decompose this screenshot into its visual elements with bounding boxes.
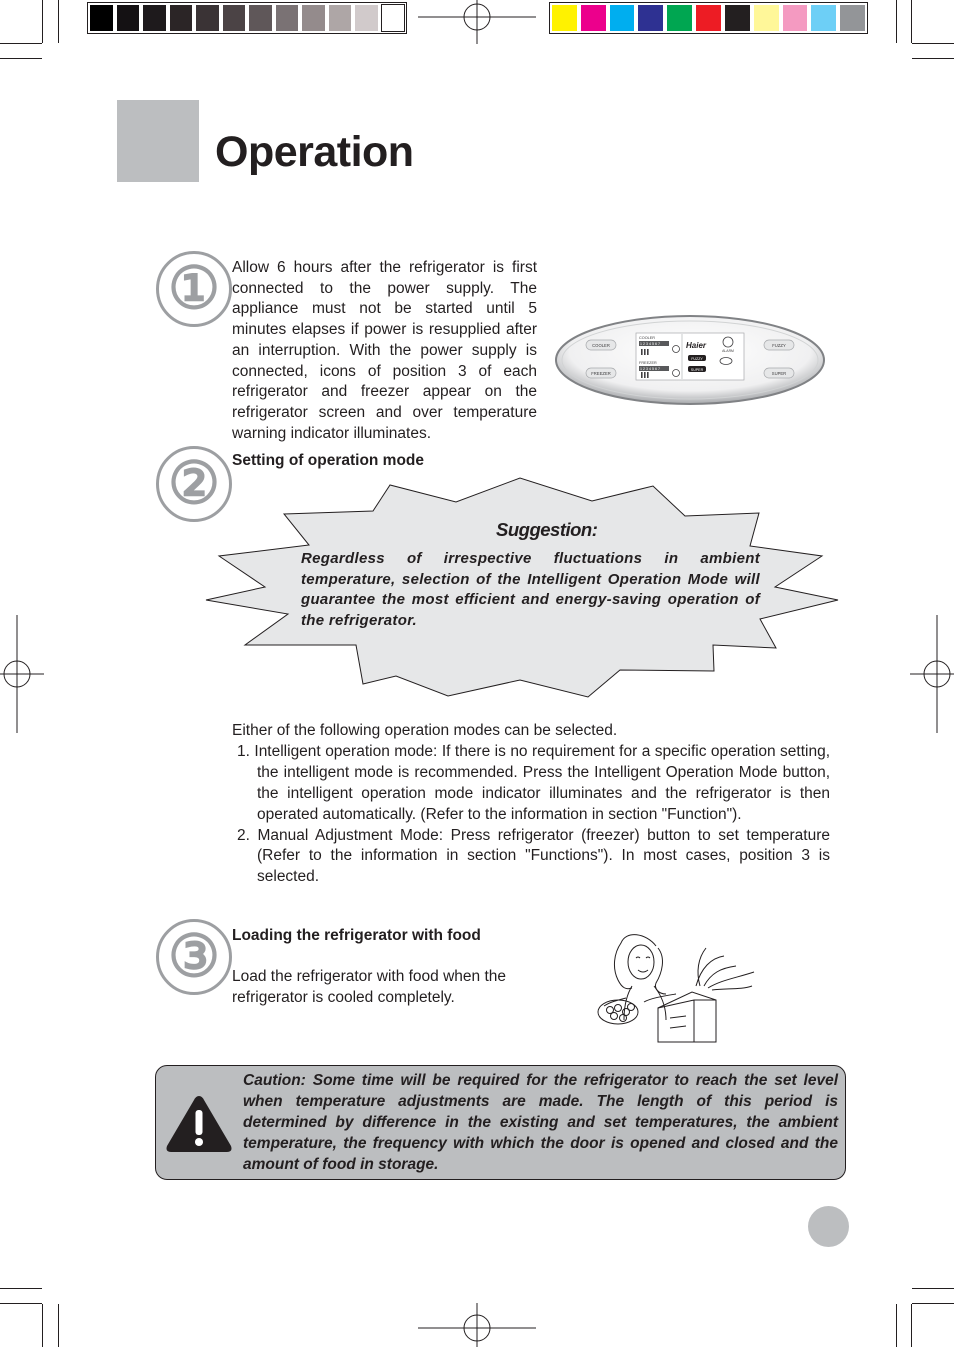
color-swatch	[610, 5, 635, 31]
mode-item-intelligent: 1. Intelligent operation mode: If there is no requirement for a specific operation setting, the intelligent mode is recommended. Press the Intelligent Operation Mode button, the intelligent operation mode indicator illuminates and the refrigerator is then operated automatically. (Refer to the information in section "Function").	[237, 742, 830, 823]
color-swatch	[667, 5, 692, 31]
step-number-3-glyph: ③	[168, 924, 220, 989]
cooler-label: COOLER	[639, 336, 656, 340]
gray-swatch	[117, 5, 140, 31]
cooler-scale: 1 2 3 4 5 6 7	[640, 342, 660, 346]
suggestion-text: Regardless of irrespective fluctuations in ambient temperature, selection of the Intelligent Operation Mode will guarantee the most efficient and energy-saving operation of the refrigerator.	[301, 550, 760, 630]
registration-mark-left	[0, 615, 44, 733]
brand-label: Haier	[686, 341, 707, 350]
title-block	[117, 100, 199, 182]
registration-mark-top	[418, 0, 536, 44]
color-swatch	[552, 5, 577, 31]
super-button-label: SUPER	[690, 368, 704, 372]
gray-swatch	[276, 5, 299, 31]
gray-swatch	[302, 5, 325, 31]
step-number-3	[156, 919, 232, 995]
step-number-1-glyph: ①	[168, 256, 220, 321]
step3-text: Load the refrigerator with food when the refrigerator is cooled completely.	[232, 968, 507, 1006]
step-number-1	[156, 251, 232, 327]
gray-swatch	[90, 5, 113, 31]
freezer-button-label: FREEZER	[591, 371, 611, 376]
registration-mark-bottom	[418, 1303, 536, 1347]
gray-swatch	[196, 5, 219, 31]
super-side-label: SUPER	[771, 371, 787, 376]
gray-swatch	[382, 5, 405, 31]
step1-text: Allow 6 hours after the refrigerator is first connected to the power supply. The appliance must not be started until 5 minutes elapses if power is resupplied after an interruption. With the power supply is connected, icons of position 3 of each refrigerator and freezer appear on the refrigerator screen and over temperature warning indicator illuminates.	[232, 259, 537, 442]
woman-loading-fridge-illustration	[596, 928, 758, 1044]
color-swatch	[783, 5, 808, 31]
mode-intro: Either of the following operation modes can be selected.	[232, 722, 618, 739]
fuzzy-button-label: FUZZY	[691, 357, 703, 361]
caution-text: Caution: Some time will be required for the refrigerator to reach the set level when temperature adjustments are made. The length of this period is determined by difference in the existing and set temperatures, the ambient temperature, the frequency with which the door is opened and closed and the amount of food in storage.	[243, 1072, 838, 1173]
cooler-button-label: COOLER	[592, 343, 610, 348]
color-swatch	[638, 5, 663, 31]
gray-swatch	[355, 5, 378, 31]
warning-icon	[164, 1093, 234, 1155]
step2-heading: Setting of operation mode	[232, 452, 425, 469]
freezer-label: FREEZER	[639, 361, 657, 365]
mode-item-manual: 2. Manual Adjustment Mode: Press refrigerator (freezer) button to set temperature (Refer to the information in section "Functions"). In most cases, position 3 is selected.	[237, 826, 830, 886]
color-swatch	[696, 5, 721, 31]
step-number-2-glyph: ②	[168, 451, 220, 516]
gray-swatch	[249, 5, 272, 31]
operation-mode-list	[232, 721, 830, 888]
step3-heading: Loading the refrigerator with food	[232, 927, 481, 944]
freezer-scale: 1 2 3 4 5 6 7	[640, 367, 660, 371]
suggestion-title: Suggestion:	[496, 519, 598, 540]
page-title: Operation	[215, 128, 414, 176]
cmyk-color-bar	[549, 2, 868, 34]
gray-swatch	[329, 5, 352, 31]
color-swatch	[754, 5, 779, 31]
registration-mark-right	[910, 615, 954, 733]
fuzzy-side-label: FUZZY	[772, 343, 786, 348]
gray-swatch	[143, 5, 166, 31]
page-number-marker	[808, 1206, 849, 1247]
control-panel-illustration	[554, 314, 826, 406]
grayscale-color-bar	[87, 2, 407, 34]
color-swatch	[581, 5, 606, 31]
gray-swatch	[223, 5, 246, 31]
color-swatch	[811, 5, 836, 31]
color-swatch	[725, 5, 750, 31]
gray-swatch	[170, 5, 193, 31]
alarm-label: ALARM	[722, 349, 734, 353]
color-swatch	[840, 5, 865, 31]
